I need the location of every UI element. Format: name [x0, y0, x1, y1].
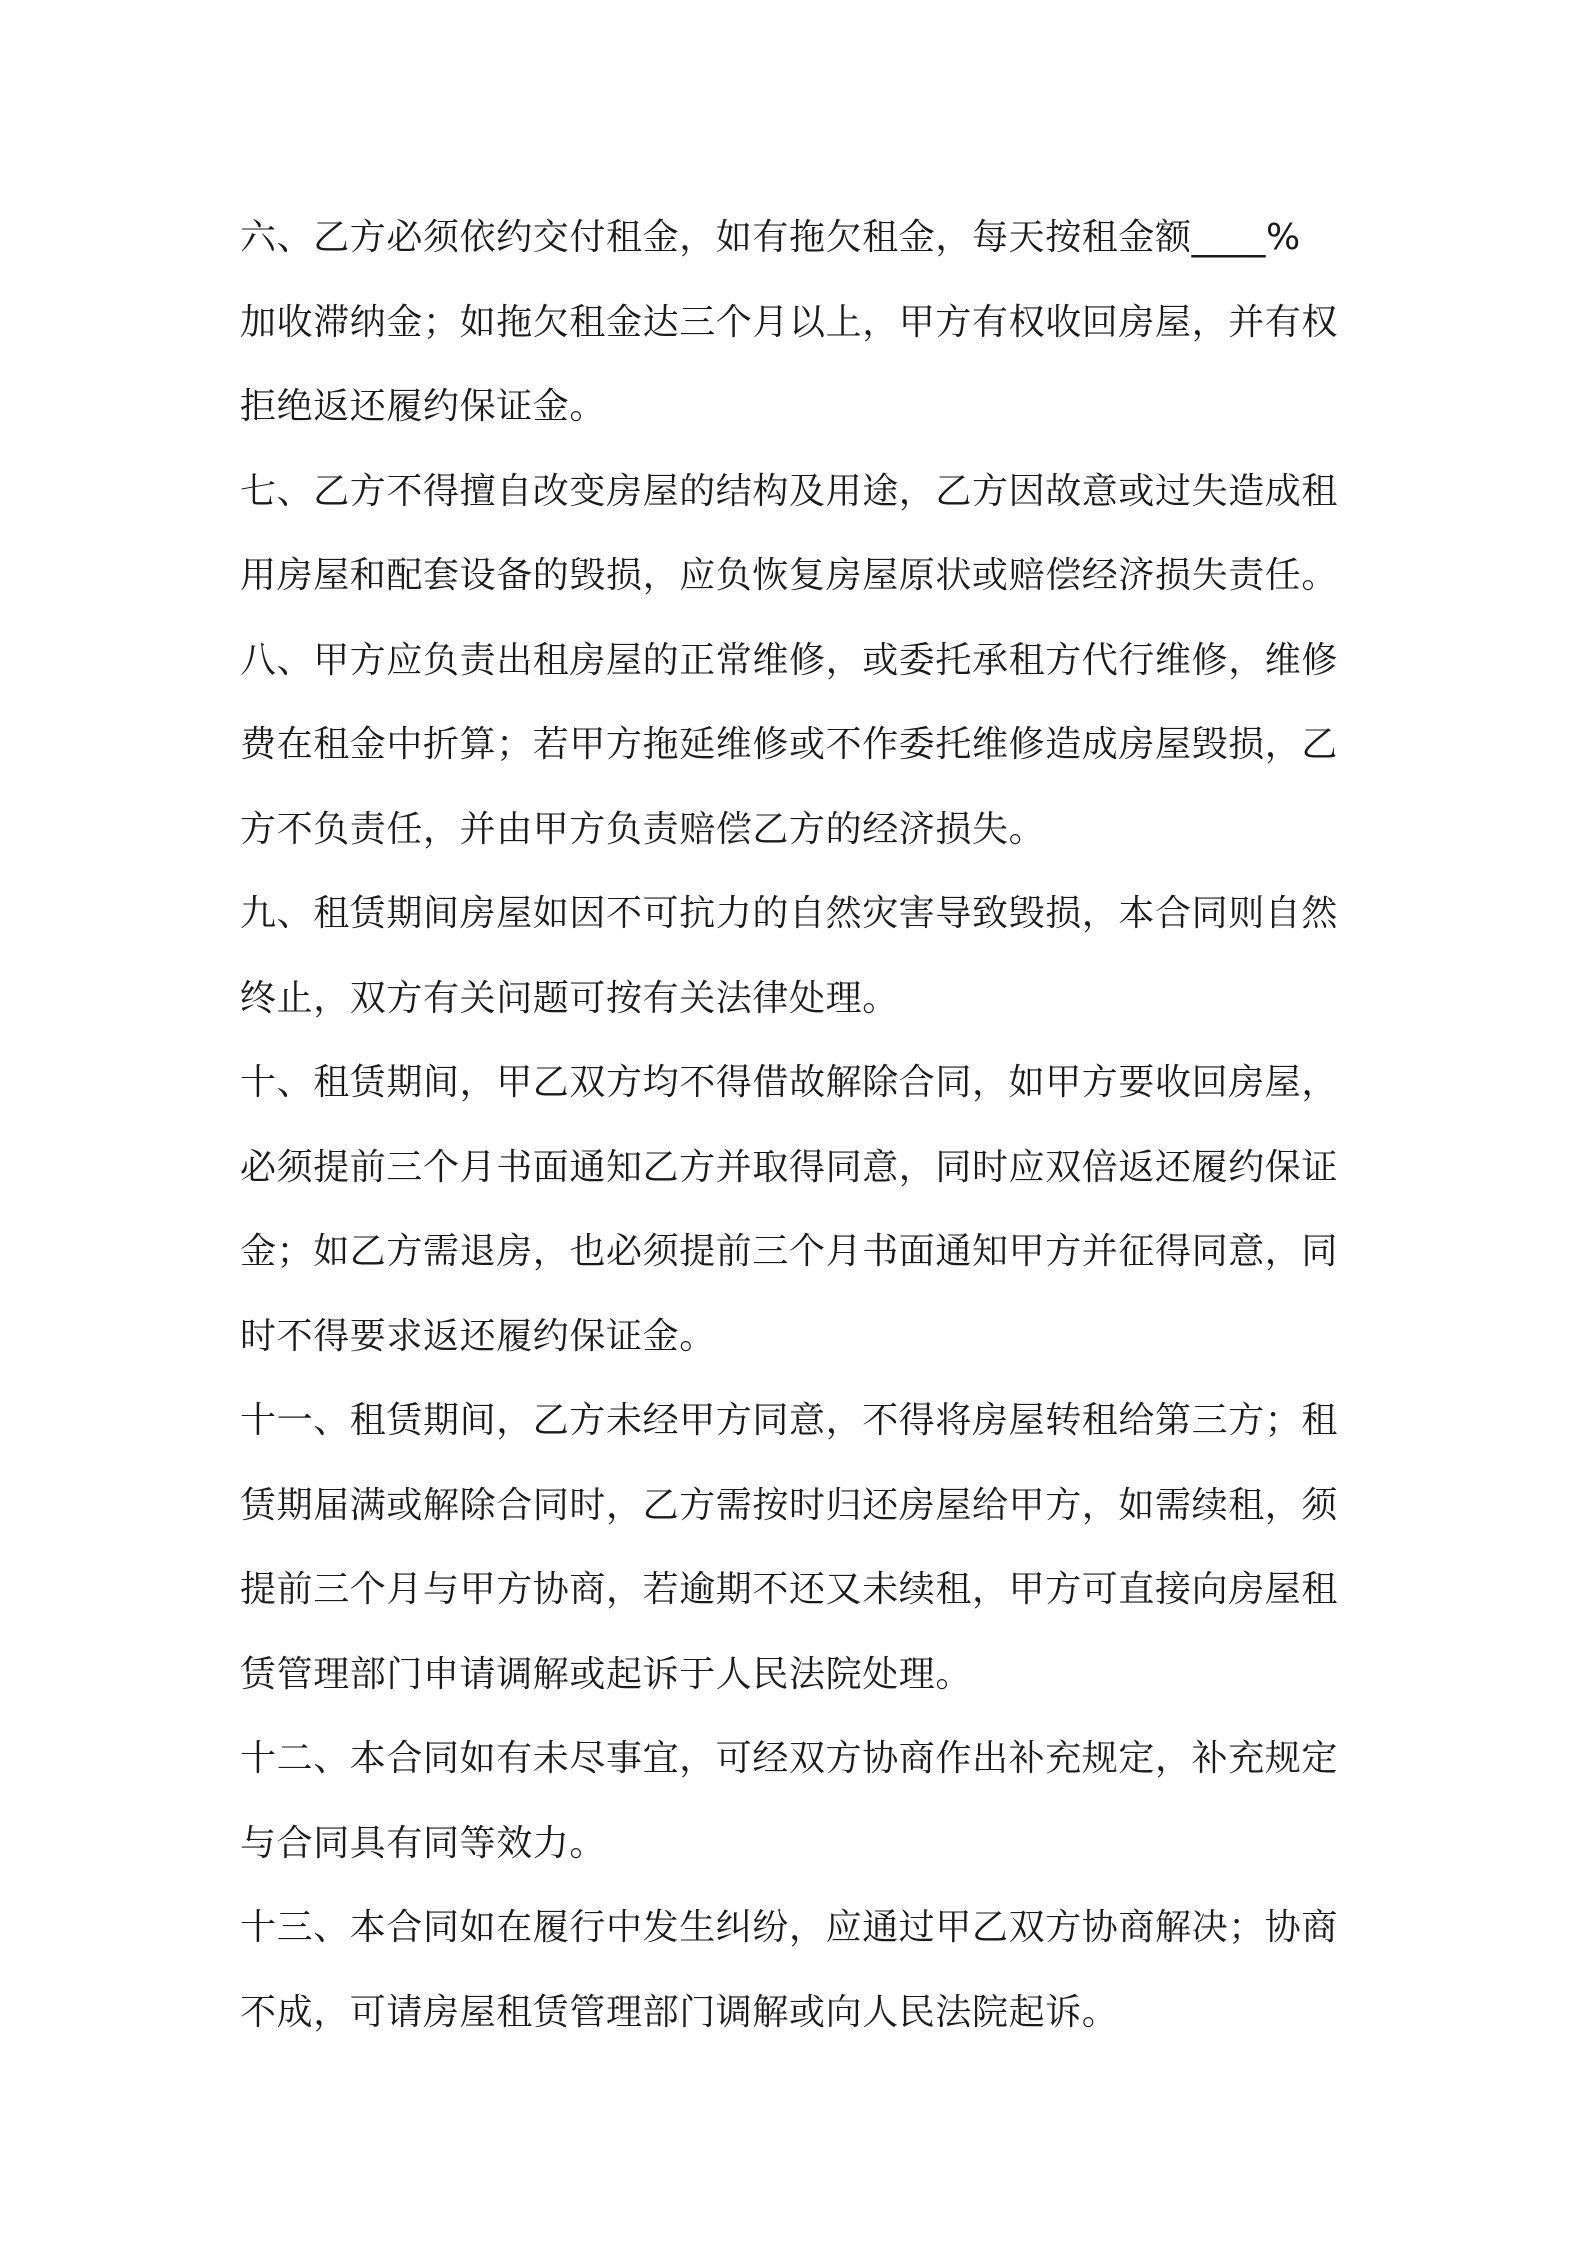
clause-7: [240, 450, 1350, 619]
text-line: 用房屋和配套设备的毁损，应负恢复房屋原状或赔偿经济损失责任。: [240, 555, 1339, 596]
clause-6: [240, 196, 1350, 450]
text-line: 不成，可请房屋租赁管理部门调解或向人民法院起诉。: [240, 1991, 1119, 2033]
text-line: 十、租赁期间，甲乙双方均不得借故解除合同，如甲方要收回房屋，: [240, 1062, 1339, 1103]
text-line: 与合同具有同等效力。: [240, 1822, 607, 1864]
clause-11: [240, 1379, 1350, 1717]
text-line: 金；如乙方需退房，也必须提前三个月书面通知甲方并征得同意，同: [240, 1231, 1339, 1272]
text-line: 十二、本合同如有未尽事宜，可经双方协商作出补充规定，补充规定: [240, 1738, 1339, 1779]
clause-10: [240, 1041, 1350, 1379]
text-line: 终止，双方有关问题可按有关法律处理。: [240, 977, 899, 1019]
text-line: 赁管理部门申请调解或起诉于人民法院处理。: [240, 1653, 973, 1695]
text-line: 拒绝返还履约保证金。: [240, 386, 607, 427]
text-line: 费在租金中折算；若甲方拖延维修或不作委托维修造成房屋毁损，乙: [240, 724, 1339, 765]
text-line: 赁期届满或解除合同时，乙方需按时归还房屋给甲方，如需续租，须: [240, 1484, 1339, 1526]
document-body: [240, 196, 1350, 2055]
text-line: 加收滞纳金；如拖欠租金达三个月以上，甲方有权收回房屋，并有权: [240, 301, 1339, 343]
text-line: 提前三个月与甲方协商，若逾期不还又未续租，甲方可直接向房屋租: [240, 1569, 1339, 1610]
text-line: 八、甲方应负责出租房屋的正常维修，或委托承租方代行维修，维修: [240, 639, 1339, 681]
text-line: 九、租赁期间房屋如因不可抗力的自然灾害导致毁损，本合同则自然: [240, 893, 1339, 934]
clause-9: [240, 872, 1350, 1041]
text-line: 方不负责任，并由甲方负责赔偿乙方的经济损失。: [240, 808, 1046, 850]
clause-13: [240, 1886, 1350, 2055]
text-line: 时不得要求返还履约保证金。: [240, 1315, 716, 1357]
text-line: 六、乙方必须依约交付租金，如有拖欠租金，每天按租金额____%: [240, 217, 1301, 258]
clause-8: [240, 619, 1350, 873]
text-line: 十一、租赁期间，乙方未经甲方同意，不得将房屋转租给第三方；租: [240, 1400, 1339, 1441]
text-line: 七、乙方不得擅自改变房屋的结构及用途，乙方因故意或过失造成租: [240, 470, 1339, 512]
clause-12: [240, 1717, 1350, 1886]
text-line: 必须提前三个月书面通知乙方并取得同意，同时应双倍返还履约保证: [240, 1146, 1339, 1188]
text-line: 十三、本合同如在履行中发生纠纷，应通过甲乙双方协商解决；协商: [240, 1907, 1339, 1948]
